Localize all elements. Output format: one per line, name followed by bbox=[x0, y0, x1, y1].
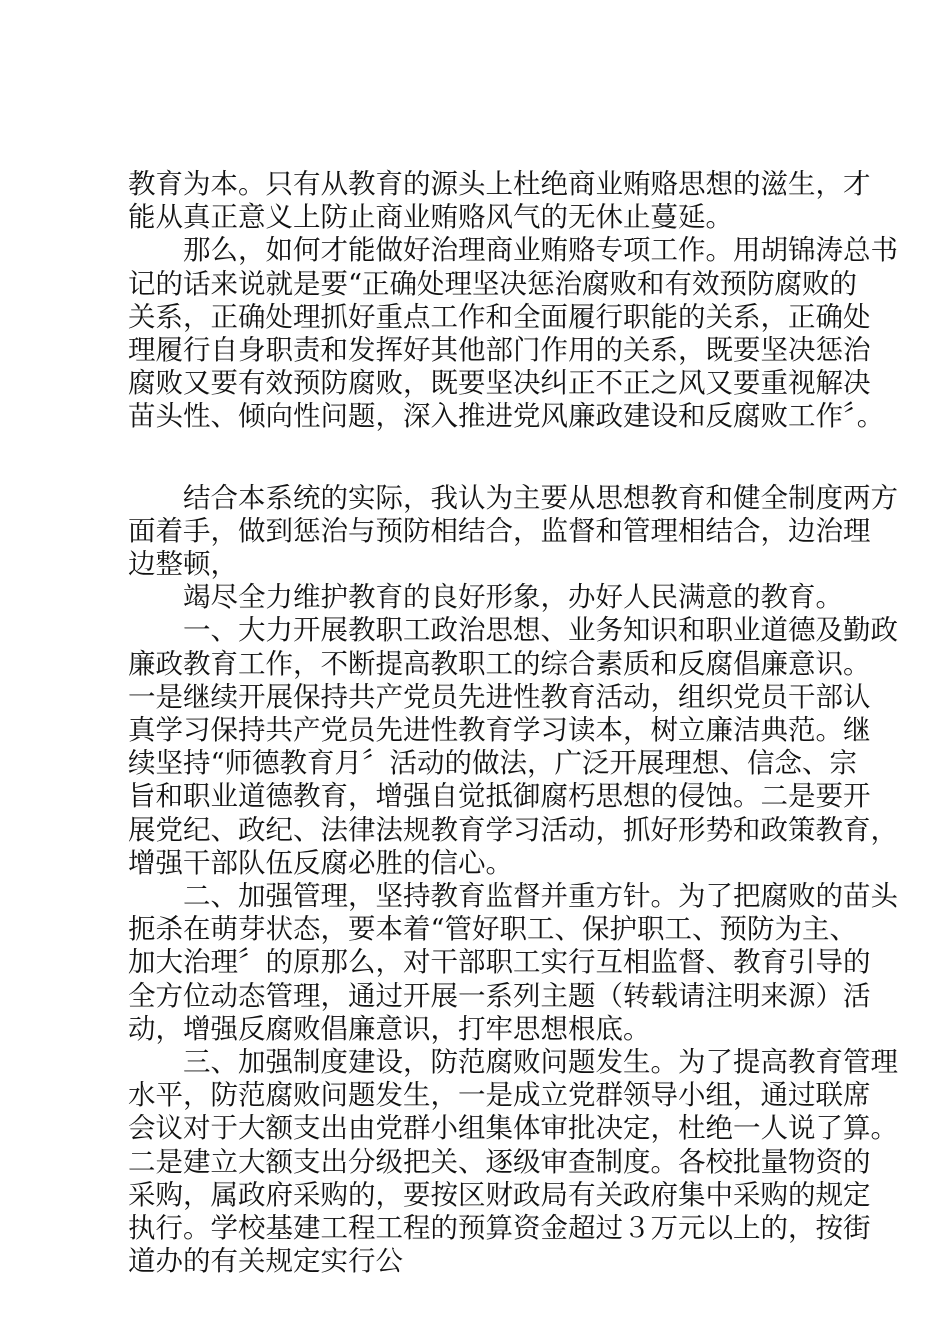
text-line: 关系，正确处理抓好重点工作和全面履行职能的关系，正确处 bbox=[128, 300, 871, 333]
text-line: 能从真正意义上防止商业贿赂风气的无休止蔓延。 bbox=[128, 201, 733, 234]
text-line: 执行。学校基建工程工程的预算资金超过３万元以上的，按街 bbox=[128, 1212, 871, 1245]
text-line: 三、加强制度建设，防范腐败问题发生。为了提高教育管理 bbox=[128, 1046, 898, 1079]
text-line: 采购，属政府采购的，要按区财政局有关政府集中采购的规定 bbox=[128, 1178, 871, 1211]
text-line: 廉政教育工作，不断提高教职工的综合素质和反腐倡廉意识。 bbox=[128, 647, 871, 680]
text-line: 水平，防范腐败问题发生，一是成立党群领导小组，通过联席 bbox=[128, 1079, 871, 1112]
text-line: 增强干部队伍反腐必胜的信心。 bbox=[128, 846, 513, 879]
text-line: 那么，如何才能做好治理商业贿赂专项工作。用胡锦涛总书 bbox=[128, 234, 898, 267]
text-line: 真学习保持共产党员先进性教育学习读本，树立廉洁典范。继 bbox=[128, 714, 871, 747]
text-line: 教育为本。只有从教育的源头上杜绝商业贿赂思想的滋生，才 bbox=[128, 168, 871, 200]
document-body bbox=[128, 168, 898, 1279]
text-line: 扼杀在萌芽状态，要本着“管好职工、保护职工、预防为主、 bbox=[128, 913, 858, 946]
text-line: 二、加强管理，坚持教育监督并重方针。为了把腐败的苗头 bbox=[128, 880, 898, 913]
text-line: 面着手，做到惩治与预防相结合，监督和管理相结合，边治理 bbox=[128, 514, 871, 547]
text-line: 全方位动态管理，通过开展一系列主题（转载请注明来源）活 bbox=[128, 979, 871, 1012]
text-line: 苗头性、倾向性问题，深入推进党风廉政建设和反腐败工作〞。 bbox=[128, 400, 885, 433]
text-line: 竭尽全力维护教育的良好形象，办好人民满意的教育。 bbox=[128, 581, 843, 614]
text-line: 续坚持“师德教育月〞活动的做法，广泛开展理想、信念、宗 bbox=[128, 747, 858, 780]
text-line: 加大治理〞的原那么，对干部职工实行互相监督、教育引导的 bbox=[128, 946, 871, 979]
text-line: 边整顿， bbox=[128, 548, 238, 581]
text-line: 道办的有关规定实行公 bbox=[128, 1245, 403, 1278]
text-line: 一是继续开展保持共产党员先进性教育活动，组织党员干部认 bbox=[128, 680, 871, 713]
text-line: 一、大力开展教职工政治思想、业务知识和职业道德及勤政 bbox=[128, 614, 898, 647]
text-line: 展党纪、政纪、法律法规教育学习活动，抓好形势和政策教育， bbox=[128, 813, 898, 846]
text-line: 腐败又要有效预防腐败，既要坚决纠正不正之风又要重视解决 bbox=[128, 367, 871, 400]
text-line: 动，增强反腐败倡廉意识，打牢思想根底。 bbox=[128, 1012, 651, 1045]
paragraph-gap bbox=[128, 434, 848, 482]
text-line: 结合本系统的实际，我认为主要从思想教育和健全制度两方 bbox=[128, 481, 898, 514]
text-line: 会议对于大额支出由党群小组集体审批决定，杜绝一人说了算。 bbox=[128, 1112, 898, 1145]
text-line: 旨和职业道德教育，增强自觉抵御腐朽思想的侵蚀。二是要开 bbox=[128, 780, 871, 813]
text-line: 理履行自身职责和发挥好其他部门作用的关系，既要坚决惩治 bbox=[128, 334, 871, 367]
text-line: 记的话来说就是要“正确处理坚决惩治腐败和有效预防腐败的 bbox=[128, 267, 858, 300]
text-line: 二是建立大额支出分级把关、逐级审查制度。各校批量物资的 bbox=[128, 1145, 871, 1178]
